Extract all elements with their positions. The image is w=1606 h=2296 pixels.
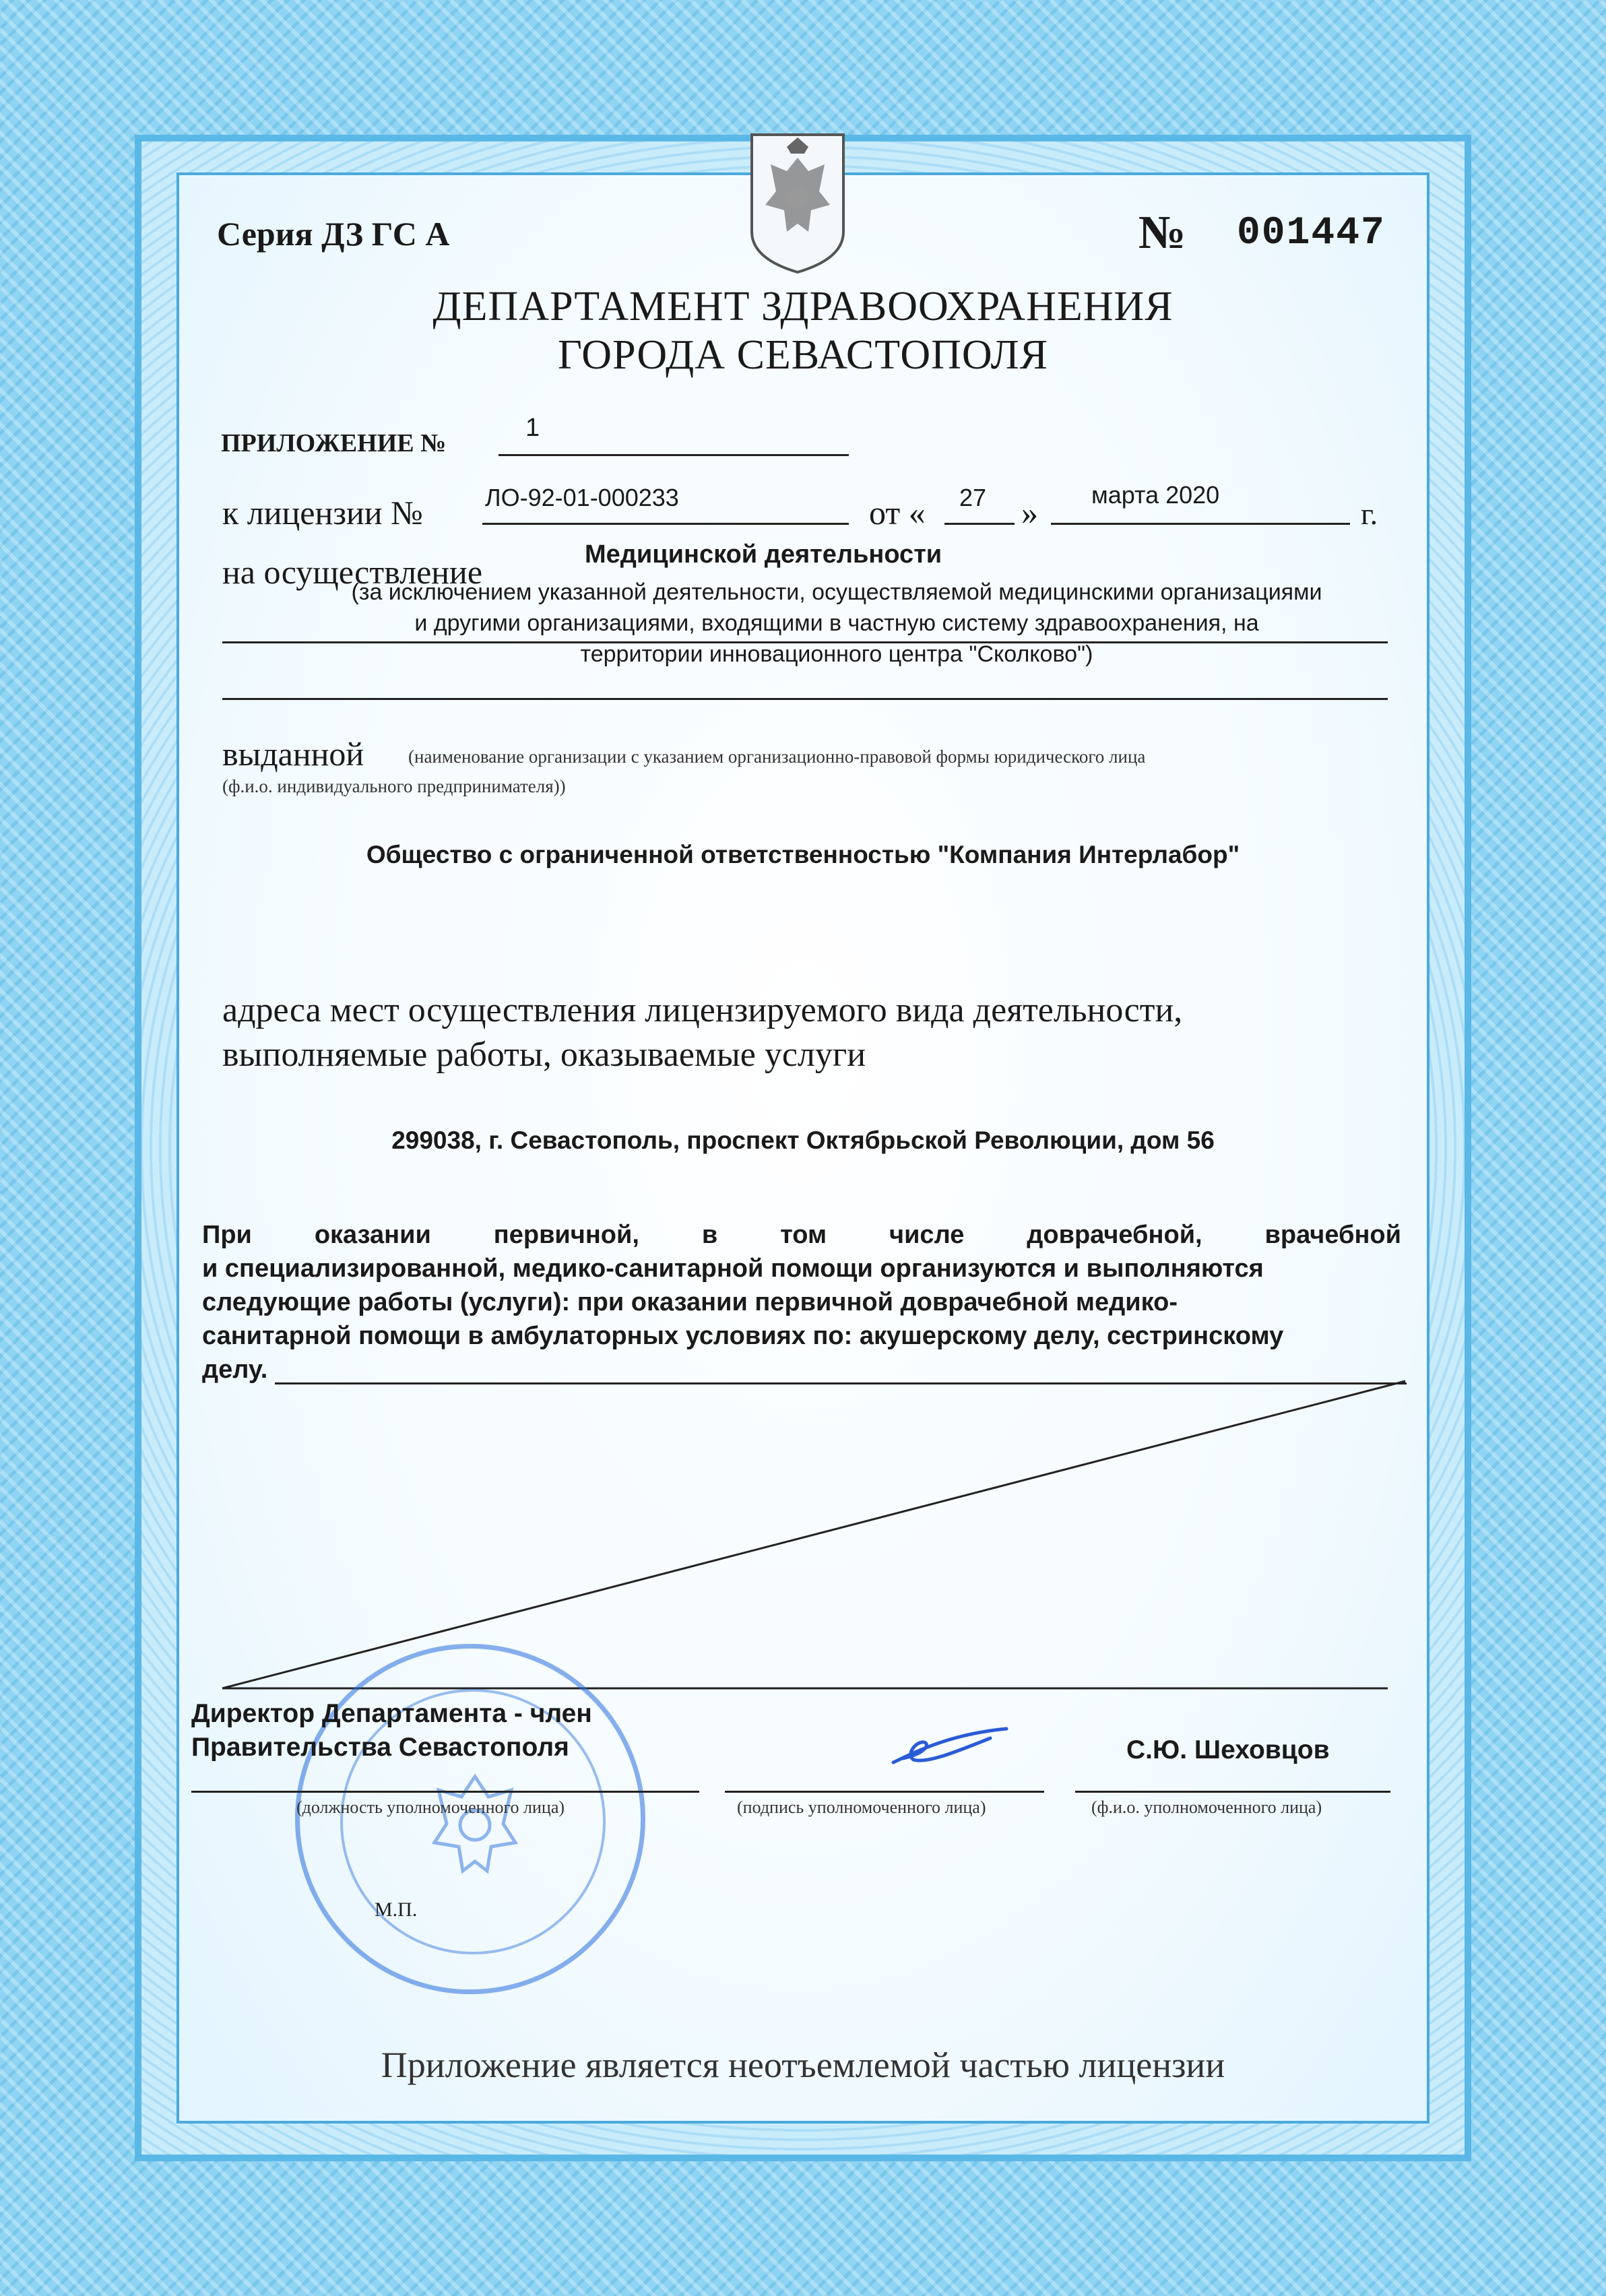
license-month-year: марта 2020	[1091, 481, 1220, 509]
activity-label: на осуществление	[222, 553, 483, 591]
caption-signature: (подпись уполномоченного лица)	[737, 1797, 986, 1817]
license-from-label: от «	[869, 494, 926, 532]
issued-note-2: (ф.и.о. индивидуального предпринимателя))	[222, 776, 566, 796]
caption-name: (ф.и.о. уполномоченного лица)	[1091, 1797, 1322, 1817]
issued-note-1: (наименование организации с указанием организационно-правовой формы юридического лица	[408, 746, 1146, 767]
appendix-number: 1	[525, 414, 540, 442]
license-year-suffix: г.	[1361, 497, 1378, 531]
caption-position: (должность уполномоченного лица)	[296, 1797, 565, 1817]
addresses-heading-1: адреса мест осуществления лицензируемого вида деятельности,	[222, 991, 1183, 1029]
series-label: Серия ДЗ ГС А	[217, 215, 450, 253]
activity-line1: (за исключением указанной деятельности, осуществляемой медицинскими организациями	[351, 579, 1322, 605]
seal-place-label: М.П.	[375, 1899, 418, 1921]
license-close-quote: »	[1021, 494, 1038, 532]
handwritten-signature	[889, 1725, 1010, 1772]
signer-position-line-2: Правительства Севастополя	[191, 1733, 569, 1762]
document-number: 001447	[1237, 212, 1386, 255]
services-line-2: и специализированной, медико-санитарной помощи организуются и выполняются	[202, 1254, 1264, 1283]
addresses-heading-2: выполняемые работы, оказываемые услуги	[222, 1035, 866, 1074]
signer-name: С.Ю. Шеховцов	[1126, 1735, 1330, 1764]
department-title-line2: ГОРОДА СЕВАСТОПОЛЯ	[558, 332, 1048, 378]
activity-line2: и другими организациями, входящими в частную систему здравоохранения, на	[414, 610, 1259, 636]
services-line-3: следующие работы (услуги): при оказании первичной доврачебной медико-	[202, 1288, 1178, 1316]
number-sign: №	[1138, 207, 1186, 259]
signer-position-line-1: Директор Департамента - член	[191, 1699, 592, 1728]
services-line-5: делу.	[202, 1356, 268, 1384]
official-seal	[295, 1644, 645, 1994]
issued-label: выданной	[222, 735, 364, 773]
name-underline	[1075, 1791, 1390, 1793]
position-underline	[191, 1791, 699, 1793]
organization-name: Общество с ограниченной ответственностью "Компания Интерлабор"	[366, 841, 1240, 868]
department-title-line1: ДЕПАРТАМЕНТ ЗДРАВООХРАНЕНИЯ	[432, 284, 1174, 329]
footer-statement: Приложение является неотъемлемой частью лицензии	[381, 2045, 1225, 2085]
activity-line3: территории инновационного центра "Сколково")	[580, 641, 1093, 667]
license-day: 27	[959, 484, 987, 511]
address-text: 299038, г. Севастополь, проспект Октябрьской Революции, дом 56	[391, 1126, 1215, 1154]
services-line-4: санитарной помощи в амбулаторных условиях по: акушерскому делу, сестринскому	[202, 1322, 1284, 1350]
license-prefix: к лицензии №	[222, 494, 423, 532]
activity-title: Медицинской деятельности	[585, 540, 942, 569]
services-line-1-text: При оказании первичной, в том числе доврачебной, врачебной	[202, 1221, 1401, 1249]
appendix-label: ПРИЛОЖЕНИЕ №	[221, 429, 447, 457]
seal-emblem-icon	[414, 1763, 536, 1884]
license-number: ЛО-92-01-000233	[485, 484, 679, 511]
signature-underline	[725, 1791, 1044, 1793]
